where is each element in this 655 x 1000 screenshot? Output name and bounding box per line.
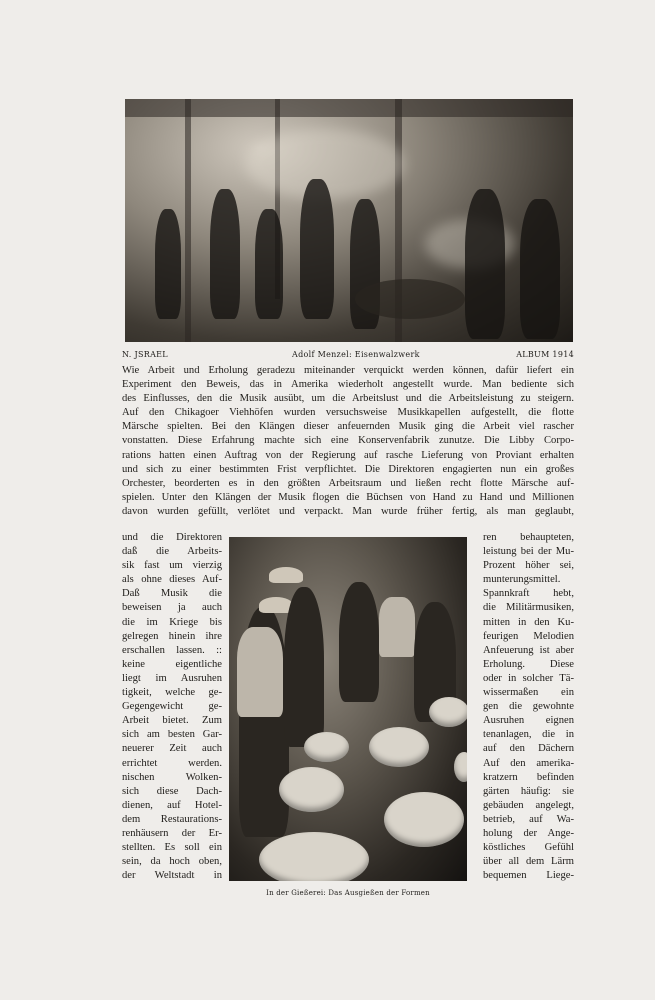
column-line: liegt im Ausruhen [122, 672, 222, 684]
column-line: neuerer Zeit auch [122, 743, 222, 755]
column-line: sik fast um vierzig [122, 560, 222, 572]
column-line: gebäuden angelegt, [483, 799, 574, 811]
column-line: kratzern befinden [483, 771, 574, 783]
column-line: Prozent höher sei, [483, 560, 574, 572]
lead-line: Orchester, beorderten es in den größten Arbeitsraum und ließen recht flotte Märsche auf- [122, 477, 574, 489]
foundry-photo [229, 537, 467, 881]
column-line: sich diese Dach- [122, 785, 222, 797]
column-line: betrieb, auf Wa- [483, 813, 574, 825]
lead-line: spielen. Unter den Klängen der Musik flogen die Büchsen von Hand zu Hand und Millionen [122, 491, 574, 503]
lead-line: und sich zu einer bestimmten Frist verpflichtet. Die Direktoren engagierten nun ein großes [122, 463, 574, 475]
column-line: leistung bei der Mu- [483, 546, 574, 558]
lead-line: des Einflusses, den die Musik ausübt, um die Arbeitslust und die Arbeitsleistung zu steigern. [122, 393, 574, 405]
painting-title: Adolf Menzel: Eisenwalzwerk [292, 350, 420, 359]
column-line: Ausruhen eignen [483, 715, 574, 727]
column-line: daß die Arbeits- [122, 546, 222, 558]
eisenwalzwerk-painting [125, 99, 573, 342]
column-line: errichtet werden. [122, 757, 222, 769]
right-text-column [483, 531, 574, 883]
column-line: stellten. Es soll ein [122, 842, 222, 854]
column-line: gärten häufig: sie [483, 785, 574, 797]
column-line: wissermaßen ein [483, 687, 574, 699]
lead-line: Auf den Chikagoer Viehhöfen wurden versuchsweise Musikkapellen aufgestellt, die flotte [122, 407, 574, 419]
lead-line: vonstatten. Diese Erfahrung machte sich eine Konservenfabrik zunutze. Die Libby Corpo- [122, 435, 574, 447]
column-line: sich am besten Gar- [122, 729, 222, 741]
column-line: gelregen hinein ihre [122, 630, 222, 642]
column-line: sein, da hoch oben, [122, 856, 222, 868]
column-line: dem Restaurations- [122, 813, 222, 825]
column-line: Arbeit bietet. Zum [122, 715, 222, 727]
left-text-column [122, 531, 222, 883]
column-line: Erholung. Diese [483, 658, 574, 670]
image-caption-row [122, 348, 574, 362]
column-line: auf den Dächern [483, 743, 574, 755]
column-line: der Weltstadt in [122, 870, 222, 882]
column-line: Anfeuerung ist aber [483, 644, 574, 656]
column-line: nischen Wolken- [122, 771, 222, 783]
lead-line: Experiment den Beweis, das in Amerika wiederholt angestellt wurde. Man bediente sich [122, 379, 574, 391]
column-line: beweisen ja auch [122, 602, 222, 614]
column-line: bequemen Liege- [483, 870, 574, 882]
column-line: die Militärmusiken, [483, 602, 574, 614]
column-line: köstliches Gefühl [483, 842, 574, 854]
column-line: tigkeit, welche ge- [122, 687, 222, 699]
column-line: mitten in den Ku- [483, 616, 574, 628]
lead-line: Märsche spielten. Bei den Klängen dieser anfeuernden Musik ging die Arbeit viel rascher [122, 421, 574, 433]
lead-line: davon wurden gefüllt, verlötet und verpackt. Man wurde früher fertig, als man geglaubt, [122, 505, 574, 517]
column-line: renhäusern der Er- [122, 827, 222, 839]
lead-line: rations hatten einen Auftrag von der Regierung auf rasche Lieferung von Proviant erhalten [122, 449, 574, 461]
column-line: als ohne dieses Auf- [122, 574, 222, 586]
column-line: Auf den amerika- [483, 757, 574, 769]
album-label: ALBUM 1914 [516, 350, 574, 359]
column-line: Daß Musik die [122, 588, 222, 600]
column-line: Gegengewicht ge- [122, 701, 222, 713]
lead-paragraph [122, 364, 574, 519]
photo-caption: In der Gießerei: Das Ausgießen der Formen [266, 889, 430, 897]
column-line: keine eigentliche [122, 658, 222, 670]
column-line: Spannkraft hebt, [483, 588, 574, 600]
column-line: erschallen lassen. :: [122, 644, 222, 656]
column-line: oder in solcher Tä- [483, 672, 574, 684]
column-line: gen die gewohnte [483, 701, 574, 713]
artist-credit: N. JSRAEL [122, 350, 168, 359]
column-line: und die Direktoren [122, 532, 222, 543]
column-line: holung der Ange- [483, 827, 574, 839]
column-line: die im Kriege bis [122, 616, 222, 628]
column-line: feurigen Melodien [483, 630, 574, 642]
column-line: munterungsmittel. [483, 574, 561, 586]
column-line: ren behaupteten, [483, 532, 574, 543]
column-line: dienen, auf Hotel- [122, 799, 222, 811]
lead-line: Wie Arbeit und Erholung geradezu miteinander verquickt werden können, dafür liefert ein [122, 365, 574, 376]
column-line: tenanlagen, die in [483, 729, 574, 741]
column-line: über all dem Lärm [483, 856, 574, 868]
